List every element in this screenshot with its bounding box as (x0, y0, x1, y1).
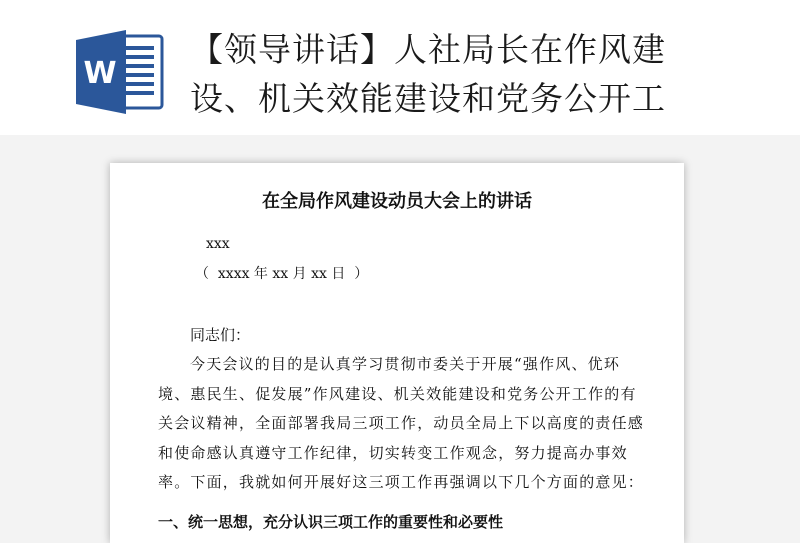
page-title-line-1: 【领导讲话】人社局长在作风建 (190, 30, 666, 69)
document-title: 在全局作风建设动员大会上的讲话 (262, 191, 532, 212)
document-date: （ xxxx 年 xx 月 xx 日 ） (195, 266, 369, 282)
document-greeting: 同志们： (190, 326, 251, 344)
page-title-line-2: 设、机关效能建设和党务公开工 (190, 79, 666, 118)
document-preview (110, 163, 684, 543)
document-body (158, 350, 644, 498)
word-icon (76, 30, 164, 114)
document-heading-1: 一、统一思想，充分认识三项工作的重要性和必要性 (158, 513, 504, 531)
word-icon-letter: W (83, 56, 117, 91)
document-author: xxx (206, 236, 230, 252)
document-paragraph: 今天会议的目的是认真学习贯彻市委关于开展“强作风、优环境、惠民生、促发展”作风建设、机关效能建设和党务公开工作的有关会议精神，全面部署我局三项工作，动员全局上下以高度的责任感和使命感认真遵守工作纪律，切实转变工作观念，努力提高办事效率。下面，我就如何开展好这三项工作再强调以下几个方面的意见： (158, 355, 645, 491)
header-banner (0, 0, 800, 135)
